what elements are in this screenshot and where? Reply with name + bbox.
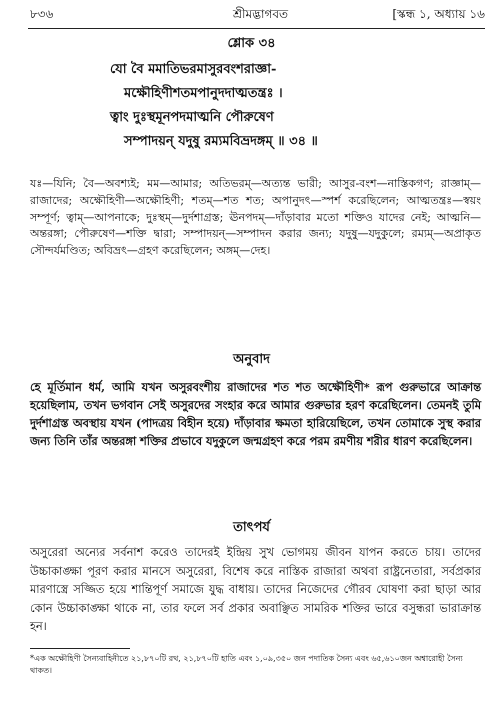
footnote-rule (30, 648, 130, 649)
verse-line-2: মক্ষৌহিণীশতমপানুদদাত্মতন্ত্রঃ । (124, 86, 283, 101)
footnote: *এক অক্ষৌহিণী সৈন্যবাহিনীতে ২১,৮৭০টি রথ, ২১,৮৭০টি হাতি এবং ১,০৯,৩৫০ জন পদাতিক সৈন্য এবং ৬৫,৬১০জন অশ্বারোহী সৈন্য থাকত। (30, 654, 463, 675)
header-rule (28, 28, 485, 29)
running-header (30, 6, 485, 26)
purport-heading: তাৎপর্য (233, 520, 270, 535)
verse-line-3: ত্বাং দুঃস্থমূনপদমাত্মনি পৌরুষেণ (110, 110, 274, 125)
book-title: শ্রীমদ্ভাগবত (233, 7, 289, 21)
verse-line-1: যো বৈ মমাতিভরমাসুরবংশরাজ্ঞা- (110, 62, 277, 77)
translation-text: হে মূর্তিমান ধর্ম, আমি যখন অসুরবংশীয় রাজাদের শত শত অক্ষৌহিণী* রূপ গুরুভারে আক্রান্ত হয়েছিলাম, তখন ভগবান সেই অসুরদের সংহার করে আমার গুরুভার হরণ করেছিলেন। তেমনই তুমি দুর্দশাগ্রস্ত অবস্থায় যখন (পাদত্রয় বিহীন হয়ে) দাঁড়াবার ক্ষমতা হারিয়েছিলে, তখন তোমাকে সুস্থ করার জন্য তিনি তাঁর অন্তরঙ্গা শক্তির প্রভাবে যদুকুলে জন্মগ্রহণ করে পরম রমণীয় শরীর ধারণ করেছিলেন। (30, 380, 481, 448)
page-number: ৮৩৬ (30, 7, 54, 21)
word-synonyms: যঃ—যিনি; বৈ—অবশ্যই; মম—আমার; অতিভরম্—অত্যন্ত ভারী; আসুর-বংশ—নাস্তিকগণ; রাজ্ঞাম্—রাজাদের; অক্ষৌহিণী—অক্ষৌহিণী; শতম্—শত শত; অপানুদৎ—স্পর্শ করেছিলেন; আত্মতন্ত্রঃ—স্বয়ং সম্পূর্ণ; ত্বাম্—আপনাকে; দুঃস্থম্—দুর্দশাগ্রস্ত; ঊনপদম্—দাঁড়াবার মতো শক্তিও যাদের নেই; আত্মনি—অন্তরঙ্গা; পৌরুষেণ—শক্তি দ্বারা; সম্পাদয়ন্—সম্পাদন করার জন্য; যদুষু—যদুকুলে; রম্যম্—অপ্রাকৃত সৌন্দর্যমণ্ডিত; অবিভ্রৎ—গ্রহণ করেছিলেন; অঙ্গম্—দেহ। (30, 177, 481, 258)
translation-heading: অনুবাদ (233, 352, 270, 367)
purport-text: অসুরেরা অন্যের সর্বনাশ করেও তাদেরই ইন্দ্রিয় সুখ ভোগময় জীবন যাপন করতে চায়। তাদের উচ্চাকাঙ্ক্ষা পূরণ করার মানসে অসুরেরা, বিশেষ করে নাস্তিক রাজারা অথবা রাষ্ট্রনেতারা, সর্বপ্রকার মারণাস্ত্রে সজ্জিত হয়ে শান্তিপূর্ণ সমাজে যুদ্ধ বাধায়। তাদের নিজেদের গৌরব ঘোষণা করা ছাড়া আর কোন উচ্চাকাঙ্ক্ষা থাকে না, তার ফলে সর্ব প্রকার অবাঞ্ছিত সামরিক শক্তির ভারে বসুন্ধরা ভারাক্রান্ত হন। (30, 546, 481, 633)
verse-number: শ্লোক ৩৪ (227, 36, 276, 51)
verse-line-4: সম্পাদয়ন্ যদুষু রম্যমবিভ্রদঙ্গম্ ॥ ৩৪ ॥ (124, 134, 318, 149)
canto-chapter-label: [স্কন্ধ ১, অধ্যায় ১৬ (392, 7, 485, 21)
